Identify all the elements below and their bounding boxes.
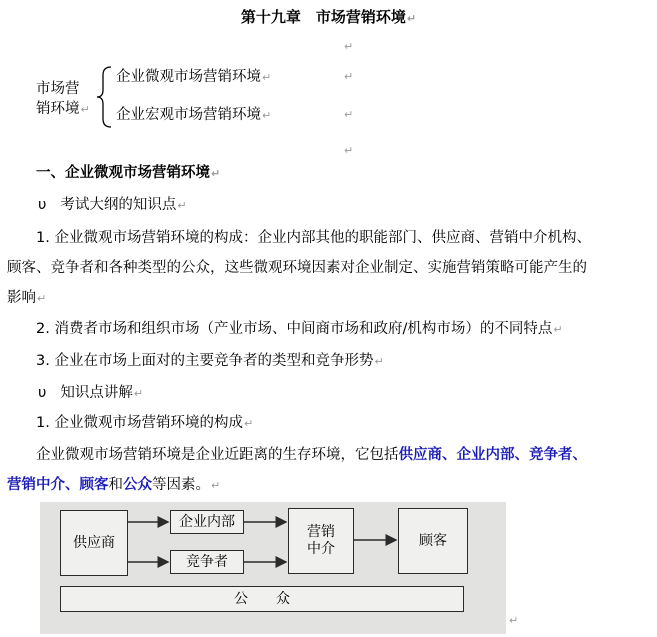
highlight-customer: 顾客 xyxy=(79,477,109,493)
paragraph-line2: 营销中介、顾客和公众等因素。↵ xyxy=(7,477,221,493)
item1-line3: 影响↵ xyxy=(7,290,47,306)
bullet-exam-outline: υ 考试大纲的知识点↵ xyxy=(38,197,187,213)
paragraph-line1: 企业微观市场营销环境是企业近距离的生存环境，它包括供应商、企业内部、竞争者、 xyxy=(36,447,587,463)
micro-environment-diagram xyxy=(40,502,506,634)
tree-branch-macro: 企业宏观市场营销环境↵ xyxy=(116,107,272,123)
item3: 3. 企业在市场上面对的主要竞争者的类型和竞争形势↵ xyxy=(36,353,384,369)
bullet-icon: υ xyxy=(38,385,47,401)
paragraph-mark: ↵ xyxy=(344,144,354,157)
paragraph-mark: ↵ xyxy=(344,108,354,121)
paragraph-mark: ↵ xyxy=(344,70,354,83)
box-competitor: 竞争者 xyxy=(170,550,244,574)
highlight-intermediary: 营销中介 xyxy=(7,477,65,493)
highlight-public: 公众 xyxy=(123,477,152,493)
bullet-icon: υ xyxy=(38,197,47,213)
highlight-supplier: 供应商 xyxy=(398,447,442,463)
box-public: 公 众 xyxy=(60,586,464,612)
paragraph-mark: ↵ xyxy=(344,40,354,53)
item1-line2: 顾客、竞争者和各种类型的公众，这些微观环境因素对企业制定、实施营销策略可能产生的 xyxy=(7,260,587,276)
diagram-arrows xyxy=(40,502,506,634)
tree-root-line2: 销环境↵ xyxy=(36,101,90,117)
box-customer: 顾客 xyxy=(398,508,468,574)
page-title: 第十九章 市场营销环境↵ xyxy=(240,8,417,26)
bullet-explanation: υ 知识点讲解↵ xyxy=(38,385,144,401)
curly-brace-icon xyxy=(96,66,112,128)
section-heading: 一、企业微观市场营销环境↵ xyxy=(36,165,221,181)
paragraph-mark: ↵ xyxy=(509,614,519,627)
item1-line1: 1. 企业微观市场营销环境的构成：企业内部其他的职能部门、供应商、营销中介机构、 xyxy=(36,230,591,246)
tree-branch-micro: 企业微观市场营销环境↵ xyxy=(116,69,272,85)
box-intermediary: 营销 中介 xyxy=(288,508,354,574)
highlight-competitor: 竞争者 xyxy=(529,447,573,463)
box-supplier: 供应商 xyxy=(60,510,128,576)
highlight-internal: 企业内部 xyxy=(456,447,515,463)
box-internal: 企业内部 xyxy=(170,510,244,534)
item4: 1. 企业微观市场营销环境的构成↵ xyxy=(36,415,254,431)
item2: 2. 消费者市场和组织市场（产业市场、中间商市场和政府/机构市场）的不同特点↵ xyxy=(36,321,563,337)
tree-root-line1: 市场营 xyxy=(36,81,80,97)
